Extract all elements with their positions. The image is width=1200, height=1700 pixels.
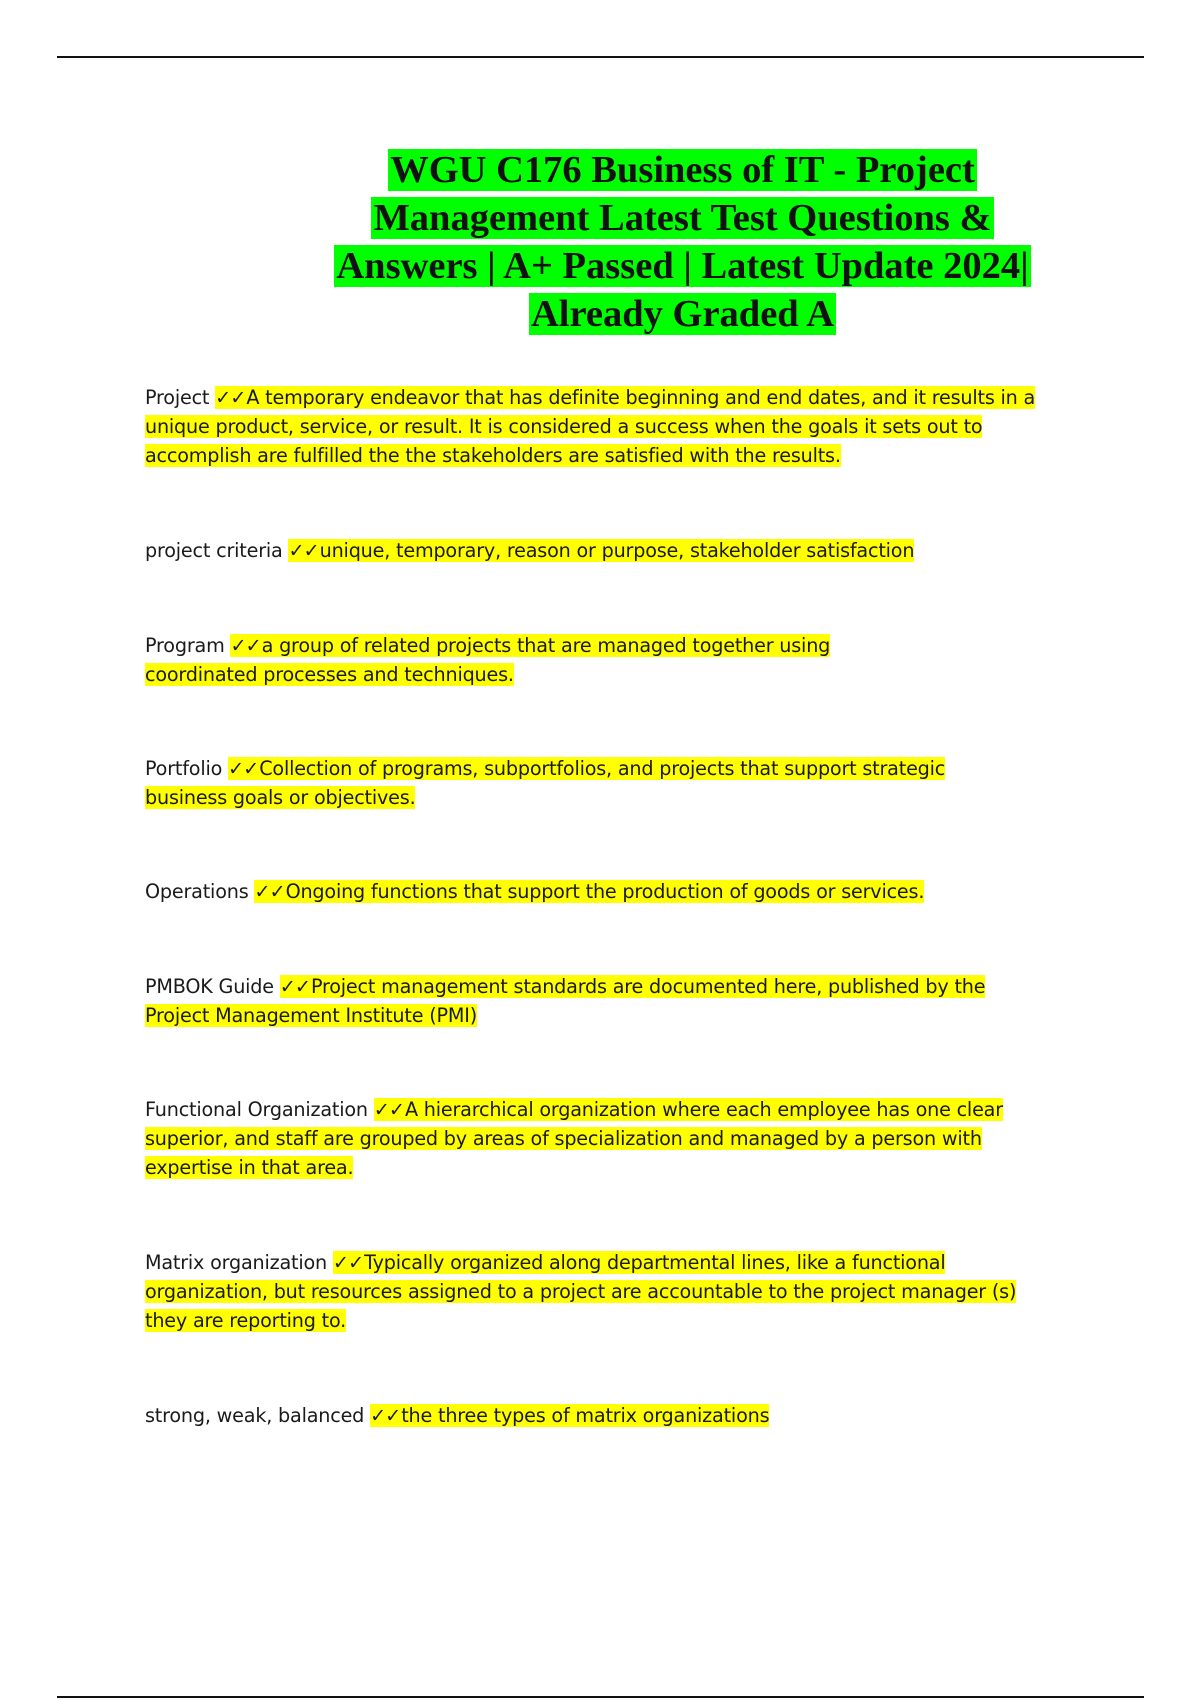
qa-entry-functional-organization [145,1095,1070,1182]
entry-term: Portfolio [145,757,223,780]
qa-entry-portfolio [145,754,1015,812]
entry-answer: A temporary endeavor that has definite beginning and end dates, and it results in a unique product, service, or result. It is considered a success when the goals it sets out to accomplish are fulfilled the the stakeholders are satisfied with the results. [145,386,1036,467]
check-icon: ✓✓ [215,386,246,409]
qa-entry-program [145,631,885,689]
qa-entry-matrix-organization [145,1248,1045,1335]
entry-answer-highlight [145,386,1035,467]
entry-term: PMBOK Guide [145,975,274,998]
entry-answer: Project management standards are documented here, published by the Project Management Institute (PMI) [145,975,986,1027]
qa-entry-project-criteria [145,536,1085,565]
qa-entry-project [145,383,1085,470]
entry-answer-highlight [145,757,945,809]
check-icon: ✓✓ [288,539,319,562]
entry-answer-highlight [145,634,830,686]
entry-answer: Collection of programs, subportfolios, and projects that support strategic business goals or objectives. [145,757,946,809]
entry-answer: unique, temporary, reason or purpose, stakeholder satisfaction [319,539,915,562]
entry-term: Operations [145,880,249,903]
qa-entry-operations [145,877,1085,906]
check-icon: ✓✓ [228,757,259,780]
qa-entry-matrix-types [145,1401,1085,1430]
document-title [300,146,1065,338]
entry-term: strong, weak, balanced [145,1404,365,1427]
bottom-rule [57,1696,1144,1698]
entry-answer: Ongoing functions that support the production of goods or services. [285,880,925,903]
entry-answer: Typically organized along departmental lines, like a functional organization, but resources assigned to a project are accountable to the project manager (s) they are reporting to. [145,1251,1017,1332]
entry-answer-highlight [370,1404,769,1427]
check-icon: ✓✓ [230,634,261,657]
entry-term: project criteria [145,539,283,562]
document-title-text: WGU C176 Business of IT - Project Management Latest Test Questions & Answers | A+ Passed | Latest Update 2024| Already Graded A [336,149,1029,335]
qa-entry-pmbok-guide [145,972,1045,1030]
entry-answer: the three types of matrix organizations [401,1404,770,1427]
check-icon: ✓✓ [332,1251,364,1274]
entry-answer: a group of related projects that are managed together using coordinated processes and techniques. [145,634,831,686]
entry-term: Matrix organization [145,1251,328,1274]
entry-term: Functional Organization [145,1098,368,1121]
check-icon: ✓✓ [254,880,285,903]
top-rule [57,56,1144,58]
check-icon: ✓✓ [373,1098,404,1121]
entry-answer-highlight [288,539,914,562]
check-icon: ✓✓ [279,975,310,998]
entry-answer: A hierarchical organization where each employee has one clear superior, and staff are grouped by areas of specialization and managed by a person with expertise in that area. [145,1098,1003,1179]
check-icon: ✓✓ [370,1404,401,1427]
entry-term: Program [145,634,225,657]
entry-answer-highlight [254,880,924,903]
entry-term: Project [145,386,210,409]
